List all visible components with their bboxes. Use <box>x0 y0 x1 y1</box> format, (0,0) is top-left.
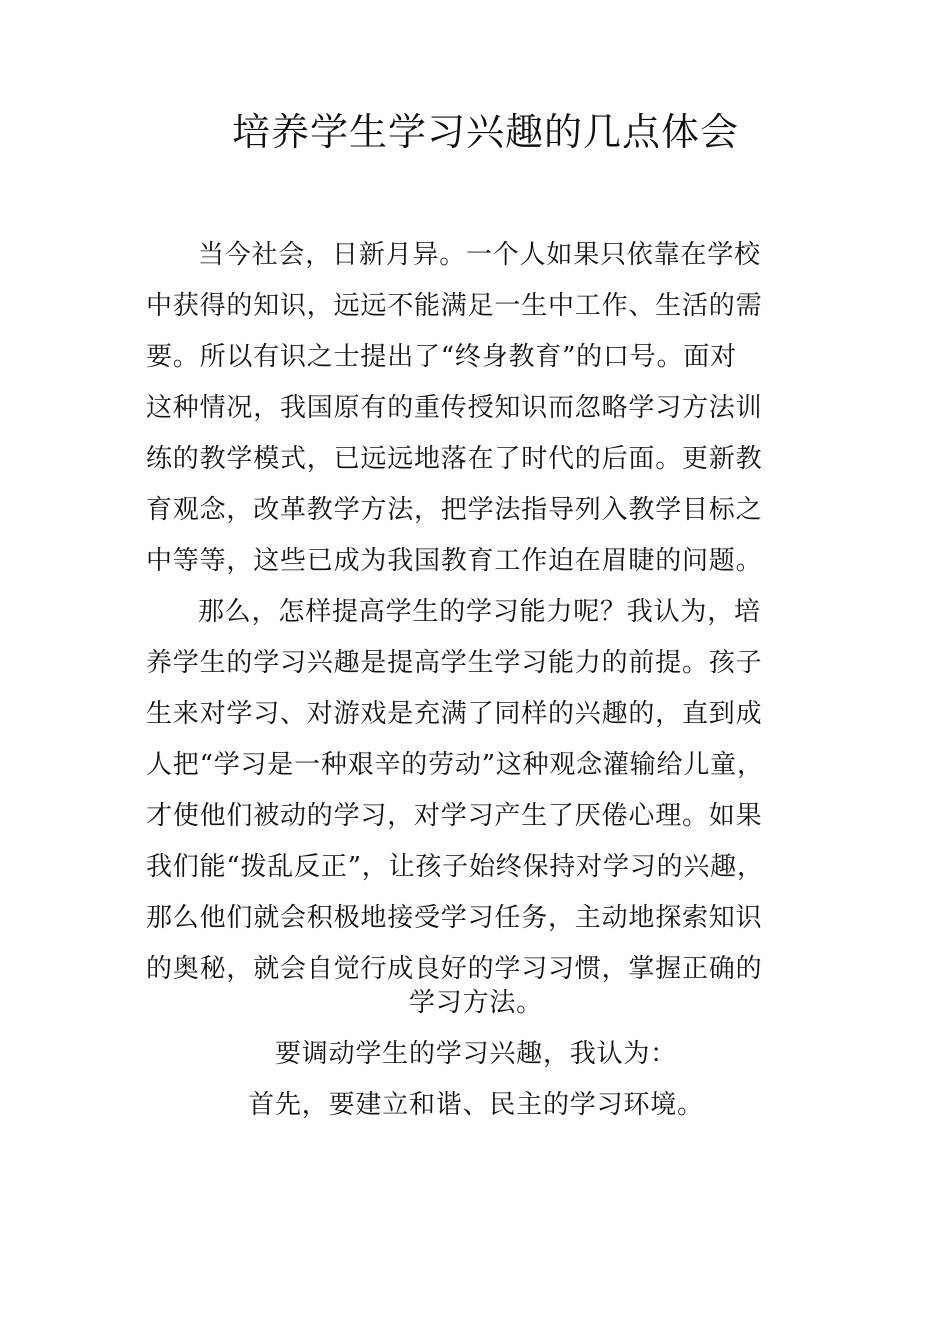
paragraph-1-line: 中获得的知识，远远不能满足一生中工作、生活的需 <box>146 291 763 321</box>
paragraph-2-line: 才使他们被动的学习，对学习产生了厌倦心理。如果 <box>146 801 763 831</box>
first-point-line: 首先，要建立和谐、民主的学习环境。 <box>248 1090 704 1120</box>
paragraph-2-final-line: 学习方法。 <box>408 988 543 1018</box>
paragraph-2-line: 我们能“拨乱反正”，让孩子始终保持对学习的兴趣， <box>146 852 764 882</box>
paragraph-2-line: 那么他们就会积极地接受学习任务，主动地探索知识 <box>146 903 763 933</box>
paragraph-1-line: 要。所以有识之士提出了“终身教育”的口号。面对 <box>146 342 737 372</box>
paragraph-1-line: 练的教学模式，已远远地落在了时代的后面。更新教 <box>146 444 763 474</box>
paragraph-1-line: 育观念，改革教学方法，把学法指导列入教学目标之 <box>146 495 763 525</box>
paragraph-2-line: 的奥秘，就会自觉行成良好的学习习惯，掌握正确的 <box>146 954 763 984</box>
paragraph-1-line: 这种情况，我国原有的重传授知识而忽略学习方法训 <box>146 393 763 423</box>
paragraph-2-line: 人把“学习是一种艰辛的劳动”这种观念灌输给儿童， <box>146 750 764 780</box>
paragraph-2-line: 生来对学习、对游戏是充满了同样的兴趣的，直到成 <box>146 699 763 729</box>
paragraph-2 <box>146 587 806 995</box>
paragraph-1-line: 当今社会，日新月异。一个人如果只依靠在学校 <box>198 240 761 270</box>
paragraph-1-line: 中等等，这些已成为我国教育工作迫在眉睫的问题。 <box>146 546 763 576</box>
paragraph-2-line: 养学生的学习兴趣是提高学生学习能力的前提。孩子 <box>146 648 763 678</box>
section-intro-line: 要调动学生的学习兴趣，我认为： <box>274 1039 677 1069</box>
document-title: 培养学生学习兴趣的几点体会 <box>232 110 740 154</box>
paragraph-1 <box>146 230 806 587</box>
paragraph-2-line: 那么，怎样提高学生的学习能力呢？我认为，培 <box>198 597 761 627</box>
